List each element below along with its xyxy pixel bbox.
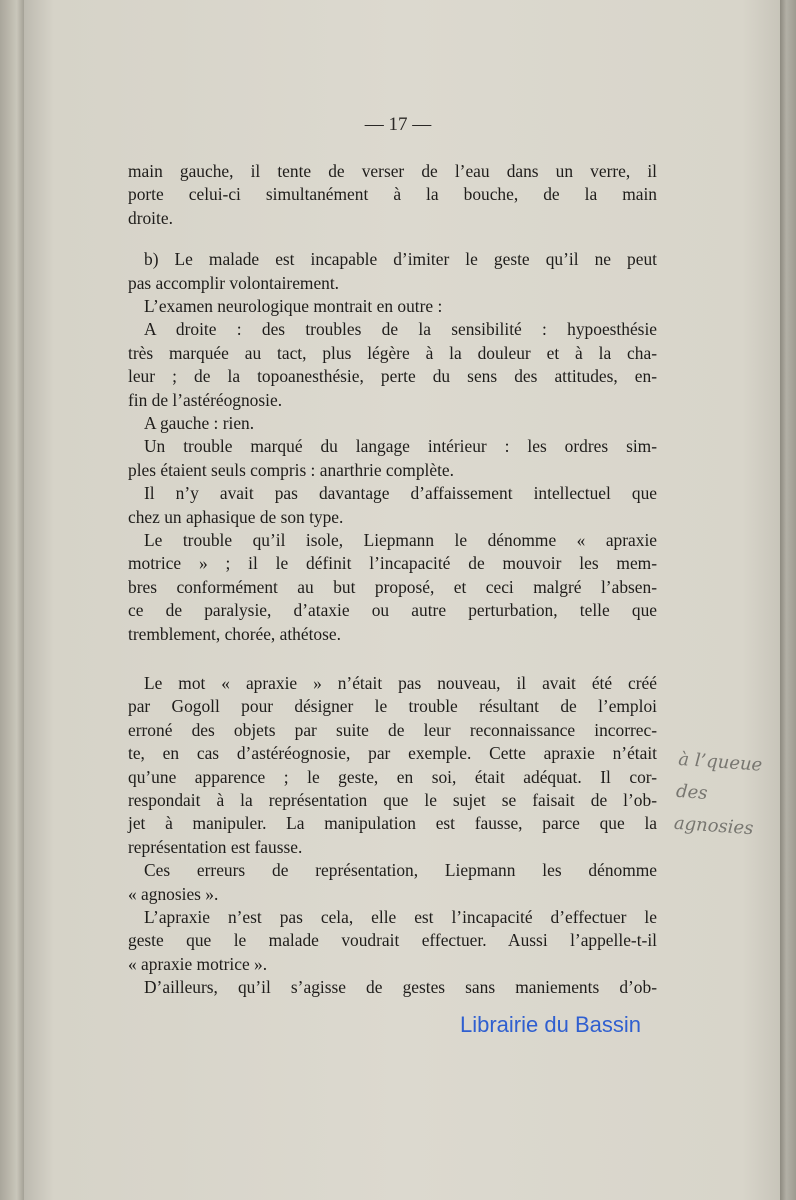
text-line: par Gogoll pour désigner le trouble résultant de l’emploi	[128, 696, 657, 717]
text-line: ples étaient seuls compris : anarthrie complète.	[128, 459, 454, 480]
text-line: très marquée au tact, plus légère à la douleur et à la cha-	[128, 342, 657, 363]
handwritten-margin-note	[673, 744, 796, 848]
text-line: te, en cas d’astéréognosie, par exemple. Cette apraxie n’était	[128, 743, 657, 764]
text-line: Un trouble marqué du langage intérieur : les ordres sim-	[144, 436, 657, 457]
text-line: porte celui-ci simultanément à la bouche, de la main	[128, 184, 657, 205]
text-line: Ces erreurs de représentation, Liepmann les dénomme	[144, 860, 657, 881]
text-line: droite.	[128, 207, 173, 228]
margin-note-line: à l’queue des	[675, 748, 763, 804]
text-line: Le trouble qu’il isole, Liepmann le dénomme « apraxie	[144, 530, 657, 550]
text-line: Le mot « apraxie » n’était pas nouveau, il avait été créé	[144, 673, 657, 693]
text-line: leur ; de la topoanesthésie, perte du sens des attitudes, en-	[128, 366, 657, 387]
text-line: pas accomplir volontairement.	[128, 272, 340, 293]
margin-note-line: agnosies	[673, 812, 755, 840]
watermark: Librairie du Bassin	[460, 1012, 641, 1037]
page-stack-edge	[780, 0, 796, 1200]
text-line: Il n’y avait pas davantage d’affaissement intellectuel que	[144, 483, 657, 504]
text-line: tremblement, chorée, athétose.	[128, 623, 341, 644]
text-line: « agnosies ».	[128, 883, 219, 904]
text-line: main gauche, il tente de verser de l’eau dans un verre, il	[128, 161, 657, 181]
text-line: L’apraxie n’est pas cela, elle est l’incapacité d’effectuer le	[144, 907, 657, 927]
text-line: respondait à la représentation que le sujet se faisait de l’ob-	[128, 790, 657, 810]
text-line: L’examen neurologique montrait en outre :	[144, 296, 443, 316]
text-line: « apraxie motrice ».	[128, 953, 268, 974]
text-line: geste que le malade voudrait effectuer. Aussi l’appelle-t-il	[128, 930, 657, 951]
text-line: ce de paralysie, d’ataxie ou autre perturbation, telle que	[128, 600, 657, 621]
text-line: b) Le malade est incapable d’imiter le geste qu’il ne peut	[144, 249, 657, 270]
text-line: A gauche : rien.	[144, 413, 255, 433]
text-line: qu’une apparence ; le geste, en soi, était adéquat. Il cor-	[128, 766, 657, 787]
page-number: — 17 —	[364, 114, 432, 135]
text-line: bres conformément au but proposé, et ceci malgré l’absen-	[128, 576, 657, 597]
text-line: représentation est fausse.	[128, 836, 303, 857]
text-line: D’ailleurs, qu’il s’agisse de gestes sans maniements d’ob-	[144, 977, 657, 998]
text-line: jet à manipuler. La manipulation est fausse, parce que la	[128, 813, 657, 834]
text-line: A droite : des troubles de la sensibilité : hypoesthésie	[144, 319, 657, 340]
text-line: motrice » ; il le définit l’incapacité de mouvoir les mem-	[128, 553, 657, 574]
text-line: fin de l’astéréognosie.	[128, 389, 283, 410]
text-line: chez un aphasique de son type.	[128, 506, 344, 527]
text-line: erroné des objets par suite de leur reconnaissance incorrec-	[128, 719, 657, 740]
